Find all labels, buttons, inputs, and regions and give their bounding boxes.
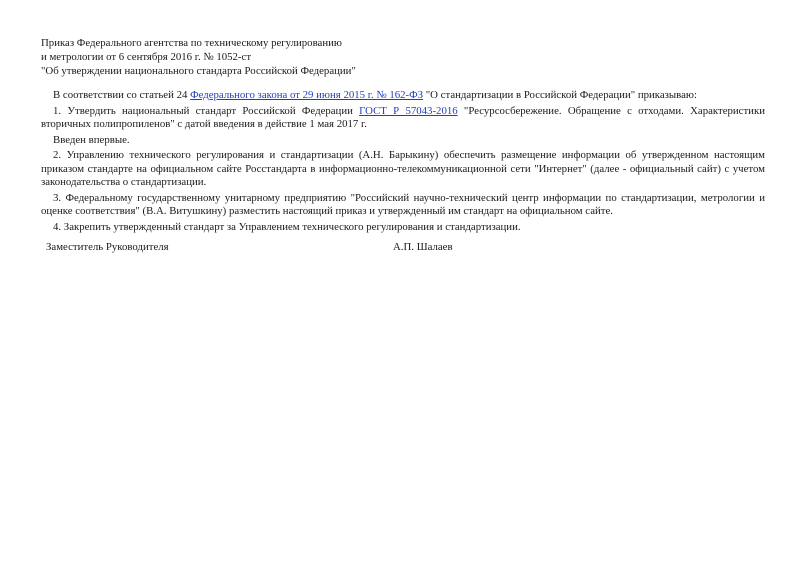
federal-law-link[interactable]: Федерального закона от 29 июня 2015 г. № 162-ФЗ [190,89,424,101]
document-page [41,36,765,257]
header-line-2: и метрологии от 6 сентября 2016 г. № 1052-ст [41,51,252,63]
item-1-text-after: "Ресурсосбережение. Обращение с отходами. Характеристики вторичных полипропиленов" с датой введения в действие 1 мая 2017 г. [41,104,765,130]
signer-name: А.П. Шалаев [393,241,453,253]
intro-text-after: "О стандартизации в Российской Федерации" приказываю: [423,89,697,101]
gost-standard-link[interactable]: ГОСТ Р 57043-2016 [359,104,458,117]
header-line-3: "Об утверждении национального стандарта Российской Федерации" [41,65,356,77]
document-header [41,36,765,78]
signer-position: Заместитель Руководителя [46,241,169,253]
header-line-1: Приказ Федерального агентства по техническому регулированию [41,37,342,49]
item-3-paragraph: 3. Федеральному государственному унитарному предприятию "Российский научно-технический центр информации по стандартизации, метрологии и оценке соответствия" (В.А. Витушкину) разместить настоящий приказ и утвержденный им стандарт на официальном сайте. [41,191,765,217]
intro-paragraph [41,89,765,103]
item-4-paragraph: 4. Закрепить утвержденный стандарт за Управлением технического регулирования и стандартизации. [53,220,521,233]
signature-block [41,241,765,257]
intro-text-before: В соответствии со статьей 24 [53,89,191,101]
item-2-paragraph: 2. Управлению технического регулирования и стандартизации (А.Н. Барыкину) обеспечить размещение информации об утвержденном настоящим приказом стандарте на официальном сайте Росстандарта в информационно-телекоммуникационной сети "Интернет" (далее - официальный сайт) с учетом законодательства о стандартизации. [41,149,765,188]
item-1-text-before: 1. Утвердить национальный стандарт Российской Федерации [53,104,360,117]
introduced-first-note: Введен впервые. [53,133,130,146]
item-1-paragraph [41,105,765,132]
